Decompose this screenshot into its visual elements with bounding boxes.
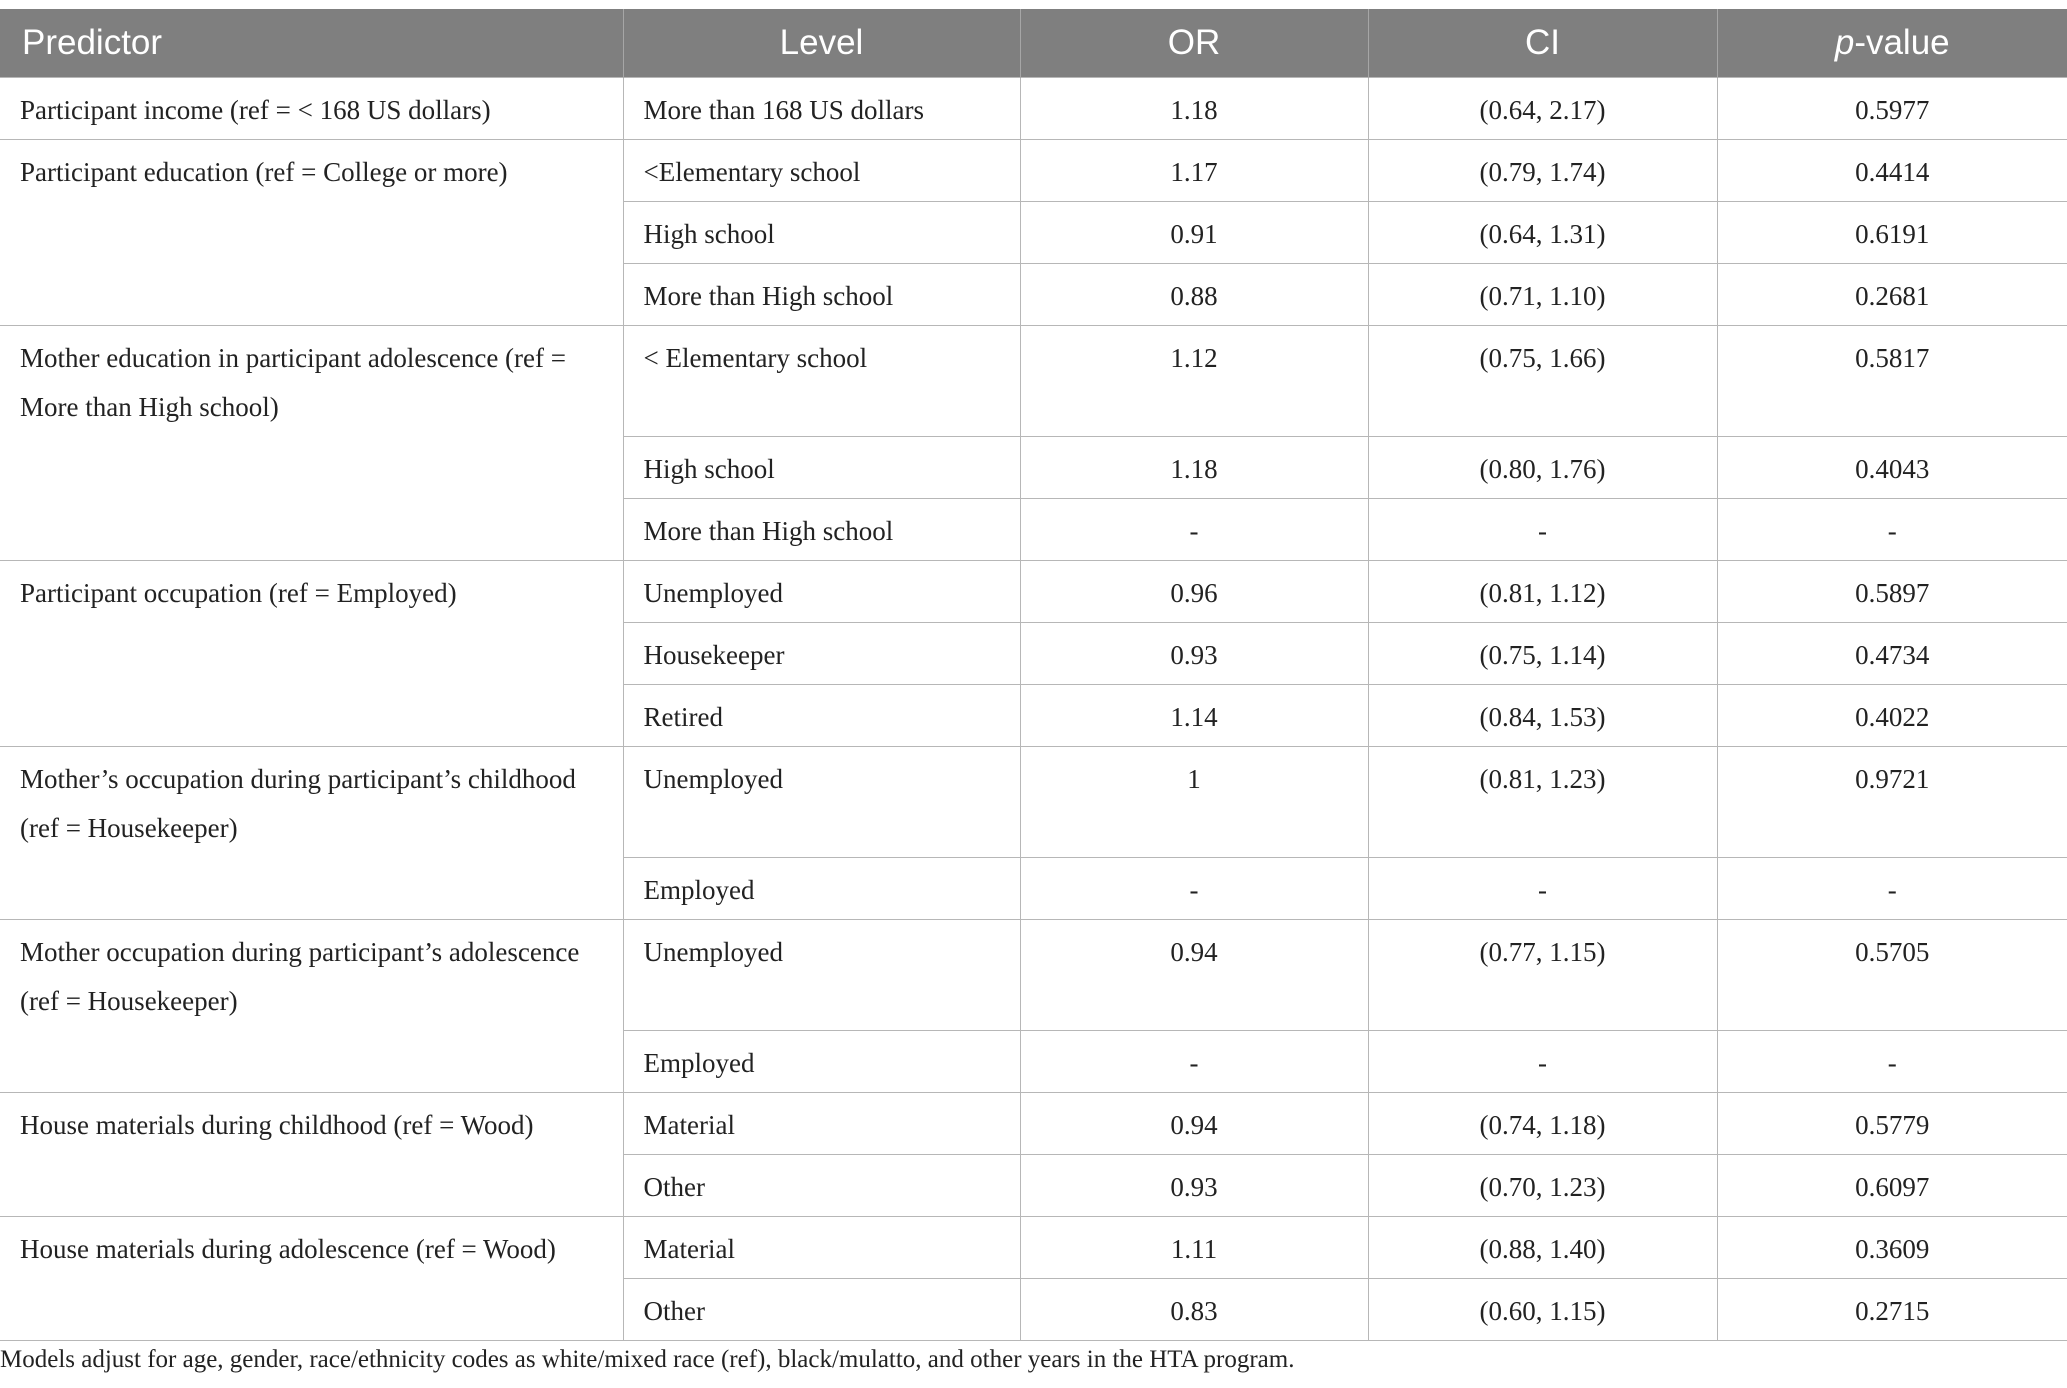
- ci-cell: (0.75, 1.66): [1368, 326, 1717, 437]
- level-cell: More than 168 US dollars: [623, 78, 1020, 140]
- or-cell: 0.91: [1020, 202, 1368, 264]
- table-row: [0, 78, 2067, 140]
- header-row: [0, 9, 2067, 78]
- level-cell: Other: [623, 1279, 1020, 1341]
- ci-cell: -: [1368, 858, 1717, 920]
- table-row: [0, 920, 2067, 1031]
- p-value-cell: 0.9721: [1717, 747, 2067, 858]
- ci-cell: (0.71, 1.10): [1368, 264, 1717, 326]
- level-cell: Unemployed: [623, 747, 1020, 858]
- ci-cell: (0.81, 1.23): [1368, 747, 1717, 858]
- or-cell: 1.18: [1020, 78, 1368, 140]
- header-ci: CI: [1368, 9, 1717, 78]
- p-value-cell: 0.6097: [1717, 1155, 2067, 1217]
- table-row: [0, 140, 2067, 202]
- table-row: [0, 1093, 2067, 1155]
- ci-cell: (0.60, 1.15): [1368, 1279, 1717, 1341]
- predictor-cell: Mother education in participant adolescence (ref = More than High school): [0, 326, 623, 561]
- ci-cell: (0.79, 1.74): [1368, 140, 1717, 202]
- predictor-cell: Participant income (ref = < 168 US dollars): [0, 78, 623, 140]
- level-cell: More than High school: [623, 499, 1020, 561]
- header-p-value: [1717, 9, 2067, 78]
- header-or: OR: [1020, 9, 1368, 78]
- level-cell: Retired: [623, 685, 1020, 747]
- level-cell: Unemployed: [623, 561, 1020, 623]
- or-cell: 1.11: [1020, 1217, 1368, 1279]
- level-cell: Material: [623, 1217, 1020, 1279]
- p-value-cell: -: [1717, 1031, 2067, 1093]
- ci-cell: -: [1368, 1031, 1717, 1093]
- or-cell: 1.18: [1020, 437, 1368, 499]
- level-cell: More than High school: [623, 264, 1020, 326]
- level-cell: Housekeeper: [623, 623, 1020, 685]
- table-row: [0, 747, 2067, 858]
- p-value-cell: 0.4734: [1717, 623, 2067, 685]
- p-value-cell: 0.5897: [1717, 561, 2067, 623]
- p-value-cell: 0.5705: [1717, 920, 2067, 1031]
- header-p-suffix: -value: [1854, 23, 1950, 62]
- level-cell: < Elementary school: [623, 326, 1020, 437]
- predictor-cell: House materials during childhood (ref = Wood): [0, 1093, 623, 1217]
- p-value-cell: 0.5817: [1717, 326, 2067, 437]
- p-value-cell: 0.2681: [1717, 264, 2067, 326]
- predictor-cell: Mother’s occupation during participant’s childhood (ref = Housekeeper): [0, 747, 623, 920]
- or-cell: 1.12: [1020, 326, 1368, 437]
- or-cell: -: [1020, 1031, 1368, 1093]
- p-value-cell: -: [1717, 499, 2067, 561]
- p-value-cell: 0.5779: [1717, 1093, 2067, 1155]
- or-cell: -: [1020, 499, 1368, 561]
- or-cell: 0.94: [1020, 1093, 1368, 1155]
- or-cell: 0.88: [1020, 264, 1368, 326]
- or-cell: 0.83: [1020, 1279, 1368, 1341]
- level-cell: High school: [623, 437, 1020, 499]
- or-cell: 1: [1020, 747, 1368, 858]
- ci-cell: (0.81, 1.12): [1368, 561, 1717, 623]
- predictor-cell: House materials during adolescence (ref = Wood): [0, 1217, 623, 1341]
- level-cell: Employed: [623, 858, 1020, 920]
- p-value-cell: 0.6191: [1717, 202, 2067, 264]
- level-cell: Other: [623, 1155, 1020, 1217]
- ci-cell: (0.84, 1.53): [1368, 685, 1717, 747]
- table-row: [0, 1217, 2067, 1279]
- p-value-cell: 0.2715: [1717, 1279, 2067, 1341]
- table-row: [0, 326, 2067, 437]
- ci-cell: (0.64, 2.17): [1368, 78, 1717, 140]
- header-level: Level: [623, 9, 1020, 78]
- ci-cell: (0.74, 1.18): [1368, 1093, 1717, 1155]
- p-value-cell: 0.5977: [1717, 78, 2067, 140]
- ci-cell: (0.70, 1.23): [1368, 1155, 1717, 1217]
- table-body: [0, 78, 2067, 1341]
- predictor-cell: Participant occupation (ref = Employed): [0, 561, 623, 747]
- ci-cell: (0.64, 1.31): [1368, 202, 1717, 264]
- ci-cell: (0.80, 1.76): [1368, 437, 1717, 499]
- level-cell: <Elementary school: [623, 140, 1020, 202]
- or-cell: 1.14: [1020, 685, 1368, 747]
- predictor-cell: Participant education (ref = College or more): [0, 140, 623, 326]
- p-value-cell: 0.4414: [1717, 140, 2067, 202]
- level-cell: High school: [623, 202, 1020, 264]
- p-value-cell: -: [1717, 858, 2067, 920]
- p-value-cell: 0.4043: [1717, 437, 2067, 499]
- header-predictor: Predictor: [0, 9, 623, 78]
- or-cell: 1.17: [1020, 140, 1368, 202]
- or-cell: 0.94: [1020, 920, 1368, 1031]
- p-value-cell: 0.3609: [1717, 1217, 2067, 1279]
- ci-cell: -: [1368, 499, 1717, 561]
- ci-cell: (0.88, 1.40): [1368, 1217, 1717, 1279]
- predictor-cell: Mother occupation during participant’s adolescence (ref = Housekeeper): [0, 920, 623, 1093]
- or-cell: -: [1020, 858, 1368, 920]
- ci-cell: (0.77, 1.15): [1368, 920, 1717, 1031]
- table-row: [0, 561, 2067, 623]
- table-header: [0, 9, 2067, 78]
- or-cell: 0.93: [1020, 1155, 1368, 1217]
- level-cell: Employed: [623, 1031, 1020, 1093]
- table-footnote: Models adjust for age, gender, race/ethnicity codes as white/mixed race (ref), black/mulatto, and other years in the HTA program.: [0, 1346, 1295, 1373]
- or-cell: 0.93: [1020, 623, 1368, 685]
- ci-cell: (0.75, 1.14): [1368, 623, 1717, 685]
- or-cell: 0.96: [1020, 561, 1368, 623]
- results-table: [0, 9, 2067, 1341]
- level-cell: Unemployed: [623, 920, 1020, 1031]
- p-value-cell: 0.4022: [1717, 685, 2067, 747]
- header-p-letter: p: [1834, 23, 1855, 62]
- level-cell: Material: [623, 1093, 1020, 1155]
